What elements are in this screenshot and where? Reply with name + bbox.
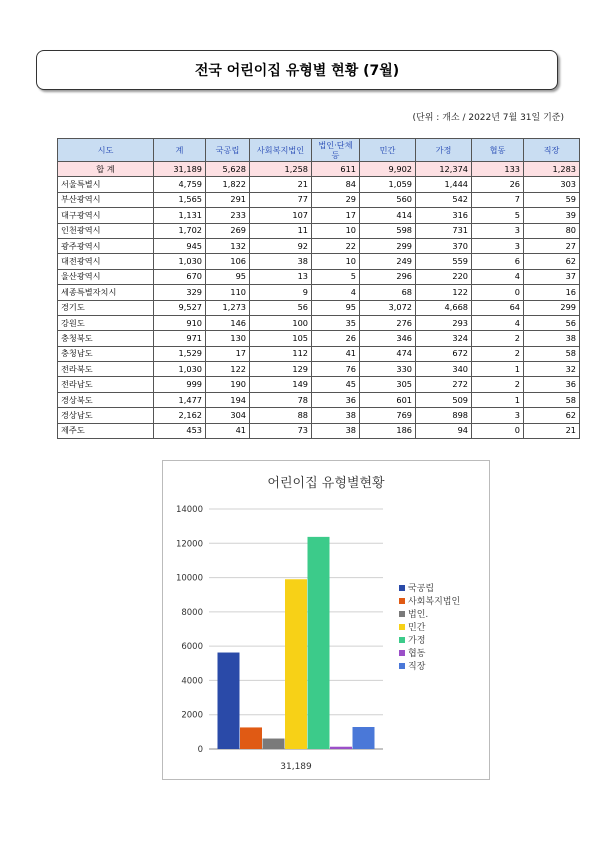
table-cell: 146	[206, 315, 250, 330]
header-cell: 국공립	[206, 139, 250, 162]
y-tick-label: 2000	[181, 710, 203, 721]
table-cell: 4	[472, 315, 524, 330]
legend-label: 직장	[408, 662, 426, 672]
table-cell: 220	[416, 269, 472, 284]
table-cell: 316	[416, 208, 472, 223]
table-cell: 611	[312, 162, 360, 177]
table-cell: 4,668	[416, 300, 472, 315]
table-cell: 3	[472, 223, 524, 238]
table-cell: 999	[154, 377, 206, 392]
region-name-cell: 경상남도	[58, 408, 154, 423]
legend-label: 협동	[408, 649, 426, 659]
table-cell: 88	[250, 408, 312, 423]
table-cell: 233	[206, 208, 250, 223]
y-tick-label: 6000	[181, 642, 203, 653]
table-row	[58, 392, 580, 407]
y-tick-label: 4000	[181, 676, 203, 687]
table-cell: 190	[206, 377, 250, 392]
table-cell: 112	[250, 346, 312, 361]
region-name-cell: 인천광역시	[58, 223, 154, 238]
table-cell: 414	[360, 208, 416, 223]
table-cell: 299	[360, 238, 416, 253]
table-row	[58, 177, 580, 192]
region-name-cell: 울산광역시	[58, 269, 154, 284]
table-cell: 5	[472, 208, 524, 223]
legend-swatch	[399, 611, 405, 617]
y-tick-label: 8000	[181, 607, 203, 618]
table-cell: 95	[312, 300, 360, 315]
table-cell: 62	[524, 254, 580, 269]
table-cell: 122	[206, 362, 250, 377]
table-cell: 898	[416, 408, 472, 423]
legend-swatch	[399, 598, 405, 604]
table-cell: 1,477	[154, 392, 206, 407]
table-row	[58, 285, 580, 300]
table-cell: 2	[472, 331, 524, 346]
table-row	[58, 331, 580, 346]
table-cell: 62	[524, 408, 580, 423]
table-cell: 21	[524, 423, 580, 438]
bar-3	[263, 739, 285, 749]
table-cell: 3,072	[360, 300, 416, 315]
table-cell: 133	[472, 162, 524, 177]
table-cell: 78	[250, 392, 312, 407]
table-cell: 971	[154, 331, 206, 346]
table-cell: 559	[416, 254, 472, 269]
table-cell: 92	[250, 238, 312, 253]
bar-5	[308, 537, 330, 749]
region-name-cell: 충청남도	[58, 346, 154, 361]
table-header-row	[58, 139, 580, 162]
table-cell: 1,273	[206, 300, 250, 315]
table-cell: 1,131	[154, 208, 206, 223]
table-cell: 45	[312, 377, 360, 392]
table-row	[58, 192, 580, 207]
table-cell: 94	[416, 423, 472, 438]
table-row	[58, 408, 580, 423]
table-cell: 76	[312, 362, 360, 377]
table-cell: 6	[472, 254, 524, 269]
bar-6	[330, 747, 352, 749]
table-cell: 132	[206, 238, 250, 253]
region-name-cell: 세종특별자치시	[58, 285, 154, 300]
table-cell: 186	[360, 423, 416, 438]
bar-4	[285, 579, 307, 749]
table-cell: 1,283	[524, 162, 580, 177]
region-name-cell: 전라남도	[58, 377, 154, 392]
table-cell: 269	[206, 223, 250, 238]
table-cell: 2	[472, 346, 524, 361]
y-tick-label: 0	[197, 745, 203, 755]
region-name-cell: 경상북도	[58, 392, 154, 407]
table-cell: 1	[472, 362, 524, 377]
bar-2	[240, 727, 262, 749]
table-cell: 1,565	[154, 192, 206, 207]
table-cell: 346	[360, 331, 416, 346]
table-cell: 21	[250, 177, 312, 192]
total-row	[58, 162, 580, 177]
region-name-cell: 대구광역시	[58, 208, 154, 223]
table-cell: 2	[472, 377, 524, 392]
table-cell: 293	[416, 315, 472, 330]
table-cell: 276	[360, 315, 416, 330]
table-cell: 38	[312, 408, 360, 423]
table-cell: 38	[524, 331, 580, 346]
table-cell: 41	[206, 423, 250, 438]
page-title-box	[36, 50, 558, 90]
y-tick-label: 12000	[175, 539, 203, 550]
table-cell: 4	[472, 269, 524, 284]
table-cell: 58	[524, 346, 580, 361]
table-cell: 38	[312, 423, 360, 438]
table-cell: 26	[312, 331, 360, 346]
unit-note: (단위 : 개소 / 2022년 7월 31일 기준)	[412, 113, 564, 123]
table-cell: 7	[472, 192, 524, 207]
table-cell: 291	[206, 192, 250, 207]
header-cell: 협동	[472, 139, 524, 162]
table-cell: 77	[250, 192, 312, 207]
table-row	[58, 269, 580, 284]
table-cell: 305	[360, 377, 416, 392]
legend-swatch	[399, 663, 405, 669]
legend-swatch	[399, 585, 405, 591]
table-cell: 296	[360, 269, 416, 284]
table-cell: 1,059	[360, 177, 416, 192]
region-name-cell: 서울특별시	[58, 177, 154, 192]
table-cell: 17	[206, 346, 250, 361]
legend-swatch	[399, 637, 405, 643]
table-cell: 9	[250, 285, 312, 300]
table-cell: 509	[416, 392, 472, 407]
table-cell: 56	[250, 300, 312, 315]
table-cell: 107	[250, 208, 312, 223]
table-cell: 110	[206, 285, 250, 300]
table-cell: 12,374	[416, 162, 472, 177]
table-cell: 1,030	[154, 362, 206, 377]
table-cell: 731	[416, 223, 472, 238]
table-cell: 68	[360, 285, 416, 300]
bar-chart	[163, 461, 489, 779]
table-row	[58, 377, 580, 392]
table-cell: 2,162	[154, 408, 206, 423]
table-cell: 453	[154, 423, 206, 438]
table-cell: 474	[360, 346, 416, 361]
table-cell: 670	[154, 269, 206, 284]
table-row	[58, 423, 580, 438]
table-cell: 26	[472, 177, 524, 192]
table-cell: 303	[524, 177, 580, 192]
region-name-cell: 부산광역시	[58, 192, 154, 207]
table-cell: 56	[524, 315, 580, 330]
table-cell: 11	[250, 223, 312, 238]
header-cell: 사회복지법인	[250, 139, 312, 162]
table-cell: 59	[524, 192, 580, 207]
legend-label: 법인.	[408, 610, 429, 620]
bar-1	[218, 653, 240, 749]
table-cell: 0	[472, 285, 524, 300]
y-tick-label: 10000	[175, 573, 203, 584]
region-name-cell: 경기도	[58, 300, 154, 315]
table-cell: 4,759	[154, 177, 206, 192]
table-cell: 560	[360, 192, 416, 207]
table-cell: 13	[250, 269, 312, 284]
table-cell: 29	[312, 192, 360, 207]
table-cell: 672	[416, 346, 472, 361]
table-cell: 95	[206, 269, 250, 284]
bar-7	[353, 727, 375, 749]
table-cell: 80	[524, 223, 580, 238]
x-category-label: 31,189	[280, 762, 312, 772]
table-row	[58, 223, 580, 238]
table-cell: 129	[250, 362, 312, 377]
table-cell: 1,258	[250, 162, 312, 177]
table-cell: 16	[524, 285, 580, 300]
table-cell: 35	[312, 315, 360, 330]
table-cell: 4	[312, 285, 360, 300]
region-name-cell: 광주광역시	[58, 238, 154, 253]
legend-swatch	[399, 624, 405, 630]
y-tick-label: 14000	[175, 505, 203, 515]
table-cell: 1,030	[154, 254, 206, 269]
table-cell: 1,822	[206, 177, 250, 192]
table-cell: 1,529	[154, 346, 206, 361]
table-cell: 1	[472, 392, 524, 407]
table-cell: 304	[206, 408, 250, 423]
header-cell: 가정	[416, 139, 472, 162]
header-cell: 시도	[58, 139, 154, 162]
table-row	[58, 300, 580, 315]
legend-label: 국공립	[408, 584, 435, 594]
table-cell: 37	[524, 269, 580, 284]
header-cell: 계	[154, 139, 206, 162]
table-cell: 3	[472, 408, 524, 423]
page-title: 전국 어린이집 유형별 현황 (7월)	[194, 63, 400, 79]
table-cell: 329	[154, 285, 206, 300]
table-cell: 330	[360, 362, 416, 377]
chart-container	[162, 460, 490, 780]
region-name-cell: 강원도	[58, 315, 154, 330]
table-cell: 9,902	[360, 162, 416, 177]
table-cell: 32	[524, 362, 580, 377]
header-cell: 법인·단체등	[312, 139, 360, 162]
legend-label: 사회복지법인	[408, 597, 461, 607]
daycare-stats-table	[57, 138, 580, 439]
table-cell: 130	[206, 331, 250, 346]
table-cell: 324	[416, 331, 472, 346]
table-cell: 39	[524, 208, 580, 223]
chart-title: 어린이집 유형별현황	[267, 476, 385, 491]
table-cell: 58	[524, 392, 580, 407]
table-cell: 601	[360, 392, 416, 407]
table-cell: 10	[312, 254, 360, 269]
header-cell: 민간	[360, 139, 416, 162]
table-cell: 5,628	[206, 162, 250, 177]
table-cell: 299	[524, 300, 580, 315]
table-row	[58, 362, 580, 377]
table-cell: 73	[250, 423, 312, 438]
legend-label: 가정	[408, 636, 426, 646]
table-cell: 249	[360, 254, 416, 269]
table-cell: 272	[416, 377, 472, 392]
table-cell: 84	[312, 177, 360, 192]
table-cell: 38	[250, 254, 312, 269]
table-cell: 194	[206, 392, 250, 407]
table-cell: 9,527	[154, 300, 206, 315]
table-cell: 100	[250, 315, 312, 330]
table-cell: 122	[416, 285, 472, 300]
region-name-cell: 대전광역시	[58, 254, 154, 269]
table-cell: 105	[250, 331, 312, 346]
table-cell: 0	[472, 423, 524, 438]
table-cell: 1,444	[416, 177, 472, 192]
table-cell: 106	[206, 254, 250, 269]
table-row	[58, 254, 580, 269]
table-cell: 10	[312, 223, 360, 238]
table-row	[58, 346, 580, 361]
header-cell: 직장	[524, 139, 580, 162]
region-name-cell: 충청북도	[58, 331, 154, 346]
table-row	[58, 315, 580, 330]
table-cell: 149	[250, 377, 312, 392]
table-cell: 합 계	[58, 162, 154, 177]
table-cell: 340	[416, 362, 472, 377]
table-cell: 64	[472, 300, 524, 315]
table-cell: 3	[472, 238, 524, 253]
table-cell: 910	[154, 315, 206, 330]
table-cell: 41	[312, 346, 360, 361]
table-cell: 36	[312, 392, 360, 407]
legend-swatch	[399, 650, 405, 656]
table-cell: 17	[312, 208, 360, 223]
table-cell: 945	[154, 238, 206, 253]
table-cell: 769	[360, 408, 416, 423]
region-name-cell: 전라북도	[58, 362, 154, 377]
table-cell: 370	[416, 238, 472, 253]
table-row	[58, 238, 580, 253]
region-name-cell: 제주도	[58, 423, 154, 438]
table-cell: 27	[524, 238, 580, 253]
table-cell: 36	[524, 377, 580, 392]
table-cell: 31,189	[154, 162, 206, 177]
table-cell: 22	[312, 238, 360, 253]
legend-label: 민간	[408, 623, 426, 633]
table-cell: 598	[360, 223, 416, 238]
table-row	[58, 208, 580, 223]
table-cell: 5	[312, 269, 360, 284]
table-cell: 1,702	[154, 223, 206, 238]
table-cell: 542	[416, 192, 472, 207]
